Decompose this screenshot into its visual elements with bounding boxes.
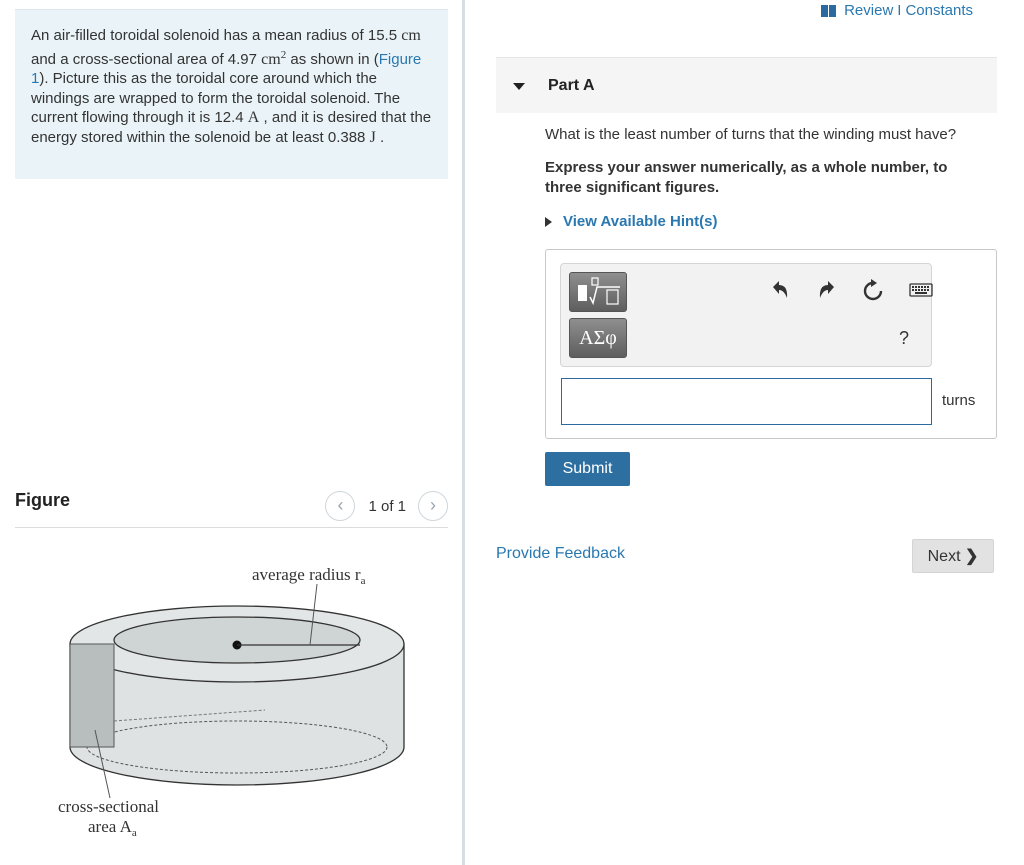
figure-link[interactable]: Figure 1 [31,50,422,87]
unit-ampere: A [247,109,260,126]
book-icon [821,5,837,17]
help-icon[interactable]: ? [899,328,910,348]
answer-units: turns [942,392,976,409]
collapse-triangle-icon[interactable] [513,83,525,90]
chevron-right-icon[interactable]: › [418,491,448,521]
view-hints-toggle[interactable] [545,213,718,230]
part-a-header[interactable] [496,57,997,113]
next-button[interactable] [912,539,994,573]
unit-joule: J [369,128,376,146]
constants-link[interactable]: Constants [905,2,973,19]
submit-button[interactable]: Submit [545,452,630,486]
problem-text: as shown in ( [286,50,379,68]
greek-letters-icon[interactable]: ΑΣφ [569,318,627,358]
left-panel [0,0,462,865]
next-label: Next [927,548,961,565]
chevron-left-icon[interactable]: ‹ [325,491,355,521]
keyboard-icon[interactable] [909,278,933,302]
problem-text: and a cross-sectional area of 4.97 [31,50,262,68]
average-radius-label: average radius $r_a$ [252,565,366,587]
templates-icon[interactable] [569,272,627,312]
review-link[interactable]: Review [844,2,894,19]
undo-icon[interactable] [769,278,791,302]
problem-text: ). Picture this as the toroidal core around which the windings are wrapped to form the toroidal solenoid. The current flowing through it is 12.4 [31,70,401,126]
part-a-label: Part A [548,77,595,94]
question-text: What is the least number of turns that the winding must have? [545,126,957,143]
math-toolbar [560,263,932,367]
problem-text: . [375,128,385,146]
figure-header [15,488,448,528]
figure-title: Figure [15,490,71,510]
figure-pager [325,491,448,521]
expand-triangle-icon [545,217,552,227]
superscript-2: 2 [280,48,287,61]
problem-text: , and it is desired that the energy stored within the solenoid be at least 0.388 [31,109,432,146]
toroid-figure [15,540,448,850]
answer-box [545,249,997,439]
answer-instruction: Express your answer numerically, as a whole number, to three significant figures. [545,159,948,196]
redo-icon[interactable] [816,278,838,302]
cross-section-label-1: cross-sectional [58,797,160,816]
chevron-right-icon: ❯ [964,548,979,565]
review-separator: I [897,2,902,19]
unit-cm2: cm [261,50,281,68]
answer-input[interactable] [561,378,932,425]
review-constants [821,2,973,19]
provide-feedback-link[interactable]: Provide Feedback [496,545,625,562]
problem-text: An air-filled toroidal solenoid has a mean radius of 15.5 [31,27,398,44]
figure-page-count: 1 of 1 [368,497,406,515]
hint-label: View Available Hint(s) [563,213,718,230]
cross-section-label-2: area $A_a$ [88,817,137,839]
unit-cm: cm [401,27,421,44]
reset-icon[interactable] [862,278,884,302]
right-panel [465,0,1024,865]
problem-statement [15,9,448,179]
